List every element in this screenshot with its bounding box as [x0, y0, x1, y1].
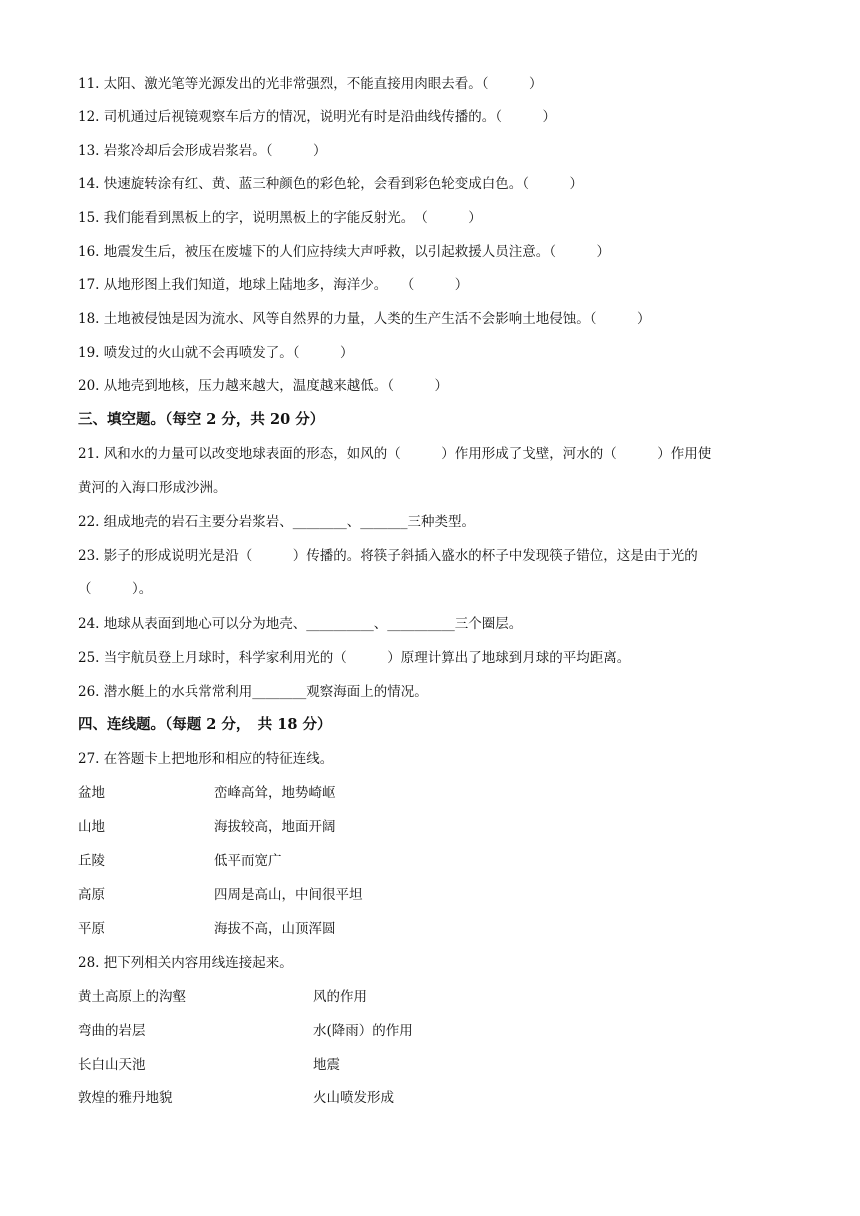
q27-left-item: 平原 — [78, 921, 105, 937]
q28-left-item: 黄土高原上的沟壑 — [78, 989, 186, 1005]
q28-right-item: 水(降雨）的作用 — [313, 1023, 413, 1039]
fill-item-21: 21. 风和水的力量可以改变地球表面的形态，如风的（ ）作用形成了戈壁，河水的（ ）作用使 — [78, 446, 712, 462]
q27-left-item: 丘陵 — [78, 853, 105, 869]
q27-left-item: 山地 — [78, 819, 105, 835]
fill-item-23: 23. 影子的形成说明光是沿（ ）传播的。将筷子斜插入盛水的杯子中发现筷子错位，这是由于光的 — [78, 548, 698, 564]
tf-item-20: 20. 从地壳到地核，压力越来越大，温度越来越低。（ ） — [78, 378, 449, 394]
tf-item-13: 13. 岩浆冷却后会形成岩浆岩。（ ） — [78, 143, 327, 159]
match-q27-prompt: 27. 在答题卡上把地形和相应的特征连线。 — [78, 751, 334, 767]
match-q28-prompt: 28. 把下列相关内容用线连接起来。 — [78, 955, 293, 971]
tf-item-15: 15. 我们能看到黑板上的字，说明黑板上的字能反射光。 （ ） — [78, 210, 482, 226]
q27-right-item: 低平而宽广 — [214, 853, 282, 869]
q27-left-item: 盆地 — [78, 785, 105, 801]
q27-right-item: 峦峰高耸，地势崎岖 — [214, 785, 336, 801]
q27-left-item: 高原 — [78, 887, 105, 903]
tf-item-19: 19. 喷发过的火山就不会再喷发了。（ ） — [78, 345, 354, 361]
tf-item-12: 12. 司机通过后视镜观察车后方的情况，说明光有时是沿曲线传播的。（ ） — [78, 109, 557, 125]
q28-left-item: 敦煌的雅丹地貌 — [78, 1090, 173, 1106]
q28-right-item: 风的作用 — [313, 989, 367, 1005]
fill-item-26: 26. 潜水艇上的水兵常常利用________观察海面上的情况。 — [78, 684, 428, 700]
fill-item-22: 22. 组成地壳的岩石主要分岩浆岩、________、_______三种类型。 — [78, 514, 476, 530]
fill-item-21-cont: 黄河的入海口形成沙洲。 — [78, 480, 227, 496]
tf-item-16: 16. 地震发生后，被压在废墟下的人们应持续大声呼救，以引起救援人员注意。（ ） — [78, 244, 611, 260]
fill-item-23-cont: （ ）。 — [78, 581, 153, 597]
q28-left-item: 长白山天池 — [78, 1057, 146, 1073]
tf-item-14: 14. 快速旋转涂有红、黄、蓝三种颜色的彩色轮，会看到彩色轮变成白色。（ ） — [78, 176, 584, 192]
tf-item-17: 17. 从地形图上我们知道，地球上陆地多，海洋少。 （ ） — [78, 277, 469, 293]
section-4-heading: 四、连线题。（每题 2 分， 共 18 分） — [78, 716, 332, 733]
fill-item-25: 25. 当宇航员登上月球时，科学家利用光的（ ）原理计算出了地球到月球的平均距离。 — [78, 650, 631, 666]
q28-right-item: 火山喷发形成 — [313, 1090, 394, 1106]
q28-left-item: 弯曲的岩层 — [78, 1023, 146, 1039]
fill-item-24: 24. 地球从表面到地心可以分为地壳、__________、__________三个圈层。 — [78, 616, 523, 632]
q27-right-item: 四周是高山，中间很平坦 — [214, 887, 363, 903]
section-3-heading: 三、填空题。（每空 2 分，共 20 分） — [78, 411, 325, 428]
q27-right-item: 海拔不高，山顶浑圆 — [214, 921, 336, 937]
q28-right-item: 地震 — [313, 1057, 340, 1073]
tf-item-11: 11. 太阳、激光笔等光源发出的光非常强烈，不能直接用肉眼去看。（ ） — [78, 76, 543, 92]
q27-right-item: 海拔较高，地面开阔 — [214, 819, 336, 835]
tf-item-18: 18. 土地被侵蚀是因为流水、风等自然界的力量，人类的生产生活不会影响土地侵蚀。（ ） — [78, 311, 651, 327]
